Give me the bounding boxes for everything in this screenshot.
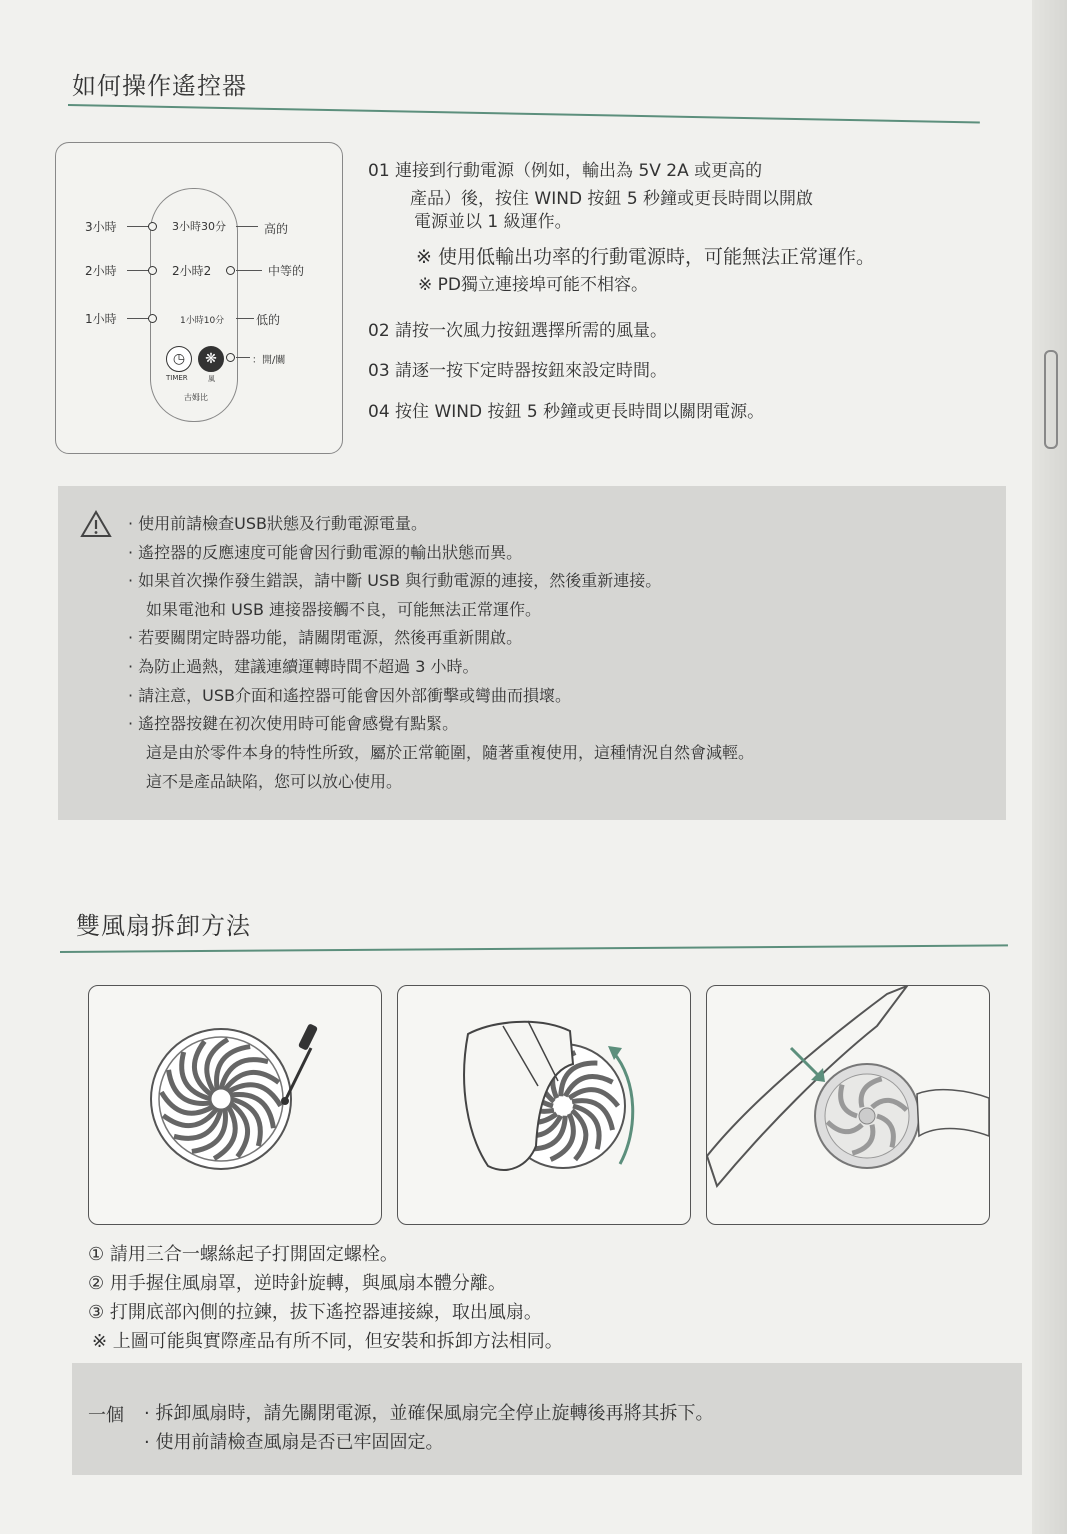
section-rule: [60, 944, 1008, 953]
step-3: 03 請逐一按下定時器按鈕來設定時間。: [368, 361, 668, 381]
binder-clip: [1044, 350, 1058, 449]
page-edge: [1032, 0, 1067, 1534]
step-1-line-1: 01 連接到行動電源（例如，輸出為 5V 2A 或更高的: [368, 161, 763, 181]
leader-line: [236, 357, 250, 358]
illustration-remove-fan: [706, 985, 990, 1225]
timer-label: TIMER: [166, 374, 188, 382]
step-1-line-2: 產品）後，按住 WIND 按鈕 5 秒鐘或更長時間以開啟: [410, 189, 814, 209]
caution-line: 如果電池和 USB 連接器接觸不良，可能無法正常運作。: [146, 600, 542, 619]
step-4: 04 按住 WIND 按鈕 5 秒鐘或更長時間以關閉電源。: [368, 402, 765, 422]
remote-left-label: 1小時: [85, 312, 117, 326]
bottom-label: 一個: [88, 1405, 124, 1426]
step-1-line-3: 電源並以 1 級運作。: [414, 212, 572, 232]
leader-line: [236, 270, 262, 271]
remote-left-label: 2小時: [85, 264, 117, 278]
caution-line: · 使用前請檢查USB狀態及行動電源電量。: [128, 514, 428, 533]
brand-label: 古姆比: [184, 393, 208, 402]
warning-triangle-icon: [80, 510, 112, 538]
indicator-dot: [226, 266, 235, 275]
bottom-line: · 使用前請檢查風扇是否已牢固固定。: [144, 1432, 444, 1453]
caution-line: 這不是產品缺陷，您可以放心使用。: [146, 772, 403, 791]
clock-icon: ◷: [172, 351, 186, 367]
illustration-screwdriver: [88, 985, 382, 1225]
remote-right-label: 中等的: [268, 264, 305, 278]
illustration-rotate-cover: [397, 985, 691, 1225]
remote-inner-label: 2小時2: [172, 264, 212, 278]
fan-icon: ❋: [205, 351, 217, 367]
note-low-output: ※ 使用低輸出功率的行動電源時，可能無法正常運作。: [416, 246, 875, 268]
indicator-dot: [148, 266, 157, 275]
caution-line: · 為防止過熱，建議連續運轉時間不超過 3 小時。: [128, 657, 479, 676]
remote-left-label: 3小時: [85, 220, 117, 234]
leader-line: [236, 226, 258, 227]
section-rule: [68, 104, 980, 124]
note-pd-port: ※ PD獨立連接埠可能不相容。: [418, 275, 648, 295]
timer-button[interactable]: [166, 346, 192, 372]
indicator-dot: [148, 314, 157, 323]
caution-line: 這是由於零件本身的特性所致，屬於正常範圍，隨著重複使用，這種情況自然會減輕。: [146, 743, 755, 762]
instruction-note: ※ 上圖可能與實際產品有所不同，但安裝和拆卸方法相同。: [92, 1331, 563, 1352]
instruction-3: ③ 打開底部內側的拉鍊，拔下遙控器連接線，取出風扇。: [88, 1302, 542, 1323]
remote-right-label: 低的: [256, 313, 281, 327]
step-2: 02 請按一次風力按鈕選擇所需的風量。: [368, 321, 668, 341]
caution-line: · 請注意，USB介面和遙控器可能會因外部衝擊或彎曲而損壞。: [128, 686, 572, 705]
caution-line: · 遙控器按鍵在初次使用時可能會感覺有點緊。: [128, 714, 459, 733]
caution-line: · 若要關閉定時器功能，請關閉電源，然後再重新開啟。: [128, 628, 523, 647]
remote-right-label: 高的: [264, 222, 289, 236]
remote-inner-label: 3小時30分: [172, 220, 226, 233]
indicator-dot: [148, 222, 157, 231]
caution-line: · 遙控器的反應速度可能會因行動電源的輸出狀態而異。: [128, 543, 523, 562]
leader-line: [236, 318, 254, 319]
section-title-fan-removal: 雙風扇拆卸方法: [76, 912, 251, 940]
bottom-line: · 拆卸風扇時，請先關閉電源，並確保風扇完全停止旋轉後再將其拆下。: [144, 1403, 714, 1424]
indicator-dot: [226, 353, 235, 362]
instruction-1: ① 請用三合一螺絲起子打開固定螺栓。: [88, 1244, 398, 1265]
wind-button[interactable]: [198, 346, 224, 372]
remote-inner-label: 1小時10分: [180, 316, 225, 326]
power-label: ：開/關: [252, 355, 286, 366]
caution-line: · 如果首次操作發生錯誤，請中斷 USB 與行動電源的連接，然後重新連接。: [128, 571, 662, 590]
fan-label: 風: [208, 375, 215, 383]
section-title-remote: 如何操作遙控器: [72, 72, 247, 100]
instruction-2: ② 用手握住風扇罩，逆時針旋轉，與風扇本體分離。: [88, 1273, 506, 1294]
